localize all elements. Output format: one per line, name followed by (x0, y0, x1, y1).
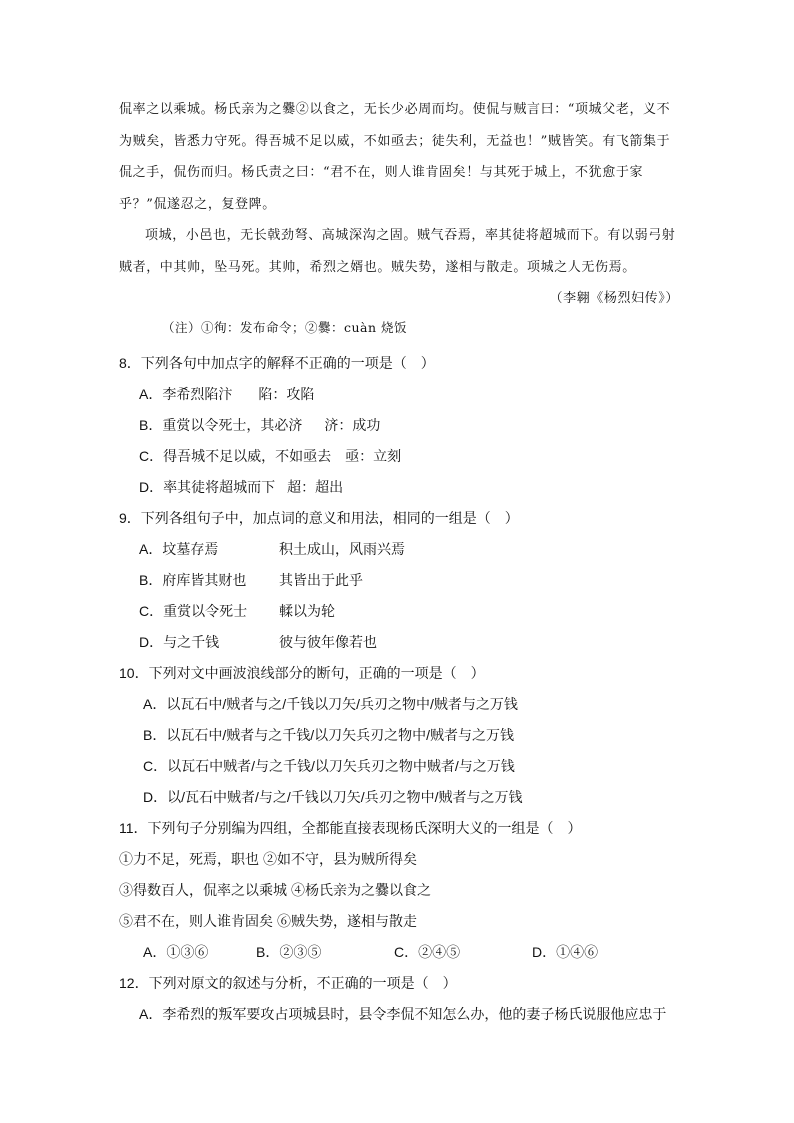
question-11-option-c: C．②④⑤ (394, 944, 461, 960)
question-8-option-b (119, 410, 689, 441)
questions-block (119, 348, 689, 1030)
item-6: ⑥贼失势，遂相与散走 (277, 913, 417, 929)
question-10-option-d: D．以/瓦石中贼者/与之/千钱以刀矢/兵刃之物中/贼者与之万钱 (143, 789, 523, 805)
question-10-option-a: A．以瓦石中/贼者与之/千钱以刀矢/兵刃之物中/贼者与之万钱 (143, 696, 518, 712)
option-text: C．得吾城不足以威，不如亟去 (139, 448, 332, 464)
question-12-option-a: A．李希烈的叛军要攻占项城县时，县令李侃不知怎么办，他的妻子杨氏说服他应忠于 (139, 1006, 667, 1022)
option-text: D．率其徒将超城而下 (139, 479, 276, 495)
option-text: B．重赏以令死士，其必济 (139, 417, 303, 433)
question-8-option-c (119, 441, 689, 472)
question-11-option-d: D．①④⑥ (532, 944, 599, 960)
option-compare: 积土成山，风雨兴焉 (279, 541, 405, 557)
option-text: A．坟墓存焉 (139, 541, 219, 557)
passage-paragraph-1 (119, 94, 679, 220)
question-10-option-b: B．以瓦石中/贼者与之千钱/以刀矢兵刃之物中/贼者与之万钱 (143, 727, 515, 743)
question-11-items-row-2 (119, 875, 689, 906)
question-11-options (119, 937, 689, 968)
item-1: ①力不足，死焉，职也 (119, 851, 259, 867)
option-compare: 輮以为轮 (279, 603, 335, 619)
option-gloss: 陷：攻陷 (258, 386, 315, 402)
question-11-option-b: B．②③⑤ (256, 944, 322, 960)
option-compare: 彼与彼年像若也 (279, 634, 377, 650)
question-9-option-d (119, 627, 689, 658)
option-gloss: 济：成功 (324, 417, 381, 433)
passage-text-2: 项城，小邑也，无长戟劲弩、高城深沟之固。贼气吞焉，率其徒将超城而下。有以弱弓射贼者，中其帅，坠马死。其帅，希烈之婿也。贼失势，遂相与散走。项城之人无伤焉。 (119, 228, 676, 275)
option-text: B．府库皆其财也 (139, 572, 247, 588)
question-11-items-row-1 (119, 844, 689, 875)
item-2: ②如不守，县为贼所得矣 (263, 851, 417, 867)
question-11-stem: 11．下列句子分别编为四组，全都能直接表现杨氏深明大义的一组是（ ） (119, 820, 582, 836)
item-4: ④杨氏亲为之爨以食之 (291, 882, 431, 898)
item-5: ⑤君不在，则人谁肯固矣 (119, 913, 273, 929)
question-10-option-c: C．以瓦石中贼者/与之千钱/以刀矢兵刃之物中贼者/与之万钱 (143, 758, 515, 774)
question-8-option-d (119, 472, 689, 503)
question-8-option-a (119, 379, 689, 410)
question-10-stem: 10．下列对文中画波浪线部分的断句，正确的一项是（ ） (119, 665, 485, 681)
passage-source: （李翱《杨烈妇传》） (549, 291, 679, 306)
question-11-items-row-3 (119, 906, 689, 937)
question-11-option-a: A．①③⑥ (143, 944, 209, 960)
passage-paragraph-2 (119, 220, 679, 315)
option-text: C．重赏以令死士 (139, 603, 248, 619)
option-gloss: 超：超出 (287, 479, 344, 495)
annotation-note: （注）①徇：发布命令；②爨：cuàn 烧饭 (162, 320, 408, 335)
question-12-stem: 12．下列对原文的叙述与分析，不正确的一项是（ ） (119, 975, 457, 991)
option-compare: 其皆出于此乎 (279, 572, 363, 588)
question-9-option-c (119, 596, 689, 627)
question-9-option-a (119, 534, 689, 565)
question-8-stem: 8．下列各句中加点字的解释不正确的一项是（ ） (119, 355, 435, 371)
passage-text-1: 侃率之以乘城。杨氏亲为之爨②以食之，无长少必周而均。使侃与贼言曰：“项城父老，义不为贼矣，皆悉力守死。得吾城不足以威，不如亟去；徒失利，无益也！”贼皆笑。有飞箭集于侃之手，侃伤而归。杨氏责之曰：“君不在，则人谁肯固矣！与其死于城上，不犹愈于家乎？”侃遂忍之，复登陴。 (119, 102, 671, 212)
question-9-option-b (119, 565, 689, 596)
option-text: D．与之千钱 (139, 634, 220, 650)
option-text: A．李希烈陷汴 (139, 386, 233, 402)
item-3: ③得数百人，侃率之以乘城 (119, 882, 287, 898)
question-9-stem: 9．下列各组句子中，加点词的意义和用法，相同的一组是（ ） (119, 510, 519, 526)
option-gloss: 亟：立刻 (345, 448, 402, 464)
